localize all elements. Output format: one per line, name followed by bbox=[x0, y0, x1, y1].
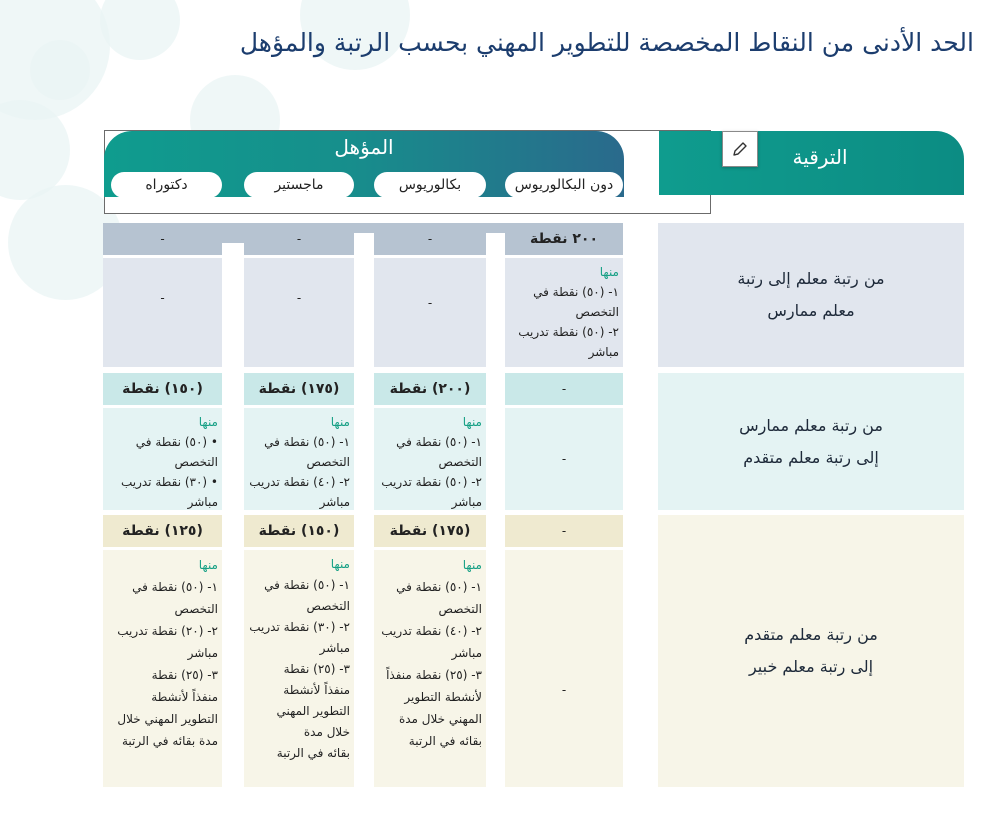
row2-detail-doctorate bbox=[103, 408, 222, 510]
qualification-header-label: المؤهل bbox=[334, 135, 394, 159]
detail-line: التطوير المهني bbox=[276, 704, 350, 718]
detail-line: التطوير المهني خلال bbox=[117, 712, 218, 726]
detail-line: بقائه في الرتبة bbox=[276, 746, 350, 760]
detail-line: مباشر bbox=[588, 345, 619, 359]
row2-total-doctorate: (١٥٠) نقطة bbox=[122, 381, 203, 397]
detail-header: منها bbox=[198, 558, 218, 572]
row1-total-bachelor: - bbox=[427, 232, 433, 246]
pencil-icon bbox=[730, 139, 750, 159]
row2-detail-below-bachelor: - bbox=[561, 452, 567, 466]
detail-line: التخصص bbox=[438, 455, 482, 469]
row2-label-line2: إلى رتبة معلم متقدم bbox=[743, 447, 879, 467]
column-divider bbox=[354, 233, 374, 787]
row-divider bbox=[103, 255, 623, 258]
detail-line: منفذاً لأنشطة bbox=[283, 683, 350, 697]
row-divider bbox=[103, 547, 623, 550]
detail-line: ٢- (٢٠) نقطة تدريب bbox=[117, 624, 218, 638]
detail-line: ١- (٥٠) نقطة في bbox=[264, 435, 350, 449]
detail-line: مباشر bbox=[451, 646, 482, 660]
row1-total-master: - bbox=[296, 232, 302, 246]
row1-total-doctorate: - bbox=[160, 232, 165, 246]
detail-line: ٢- (٥٠) نقطة تدريب bbox=[518, 325, 619, 339]
row3-total-master: (١٥٠) نقطة bbox=[258, 523, 340, 539]
detail-line: مدة بقائه في الرتبة bbox=[121, 734, 218, 748]
detail-line: ١- (٥٠) نقطة في bbox=[533, 285, 619, 299]
detail-line: • (٥٠) نقطة في bbox=[135, 435, 218, 449]
detail-header: منها bbox=[599, 265, 619, 279]
detail-header: منها bbox=[462, 415, 482, 429]
row2-total-bachelor: (٢٠٠) نقطة bbox=[389, 381, 471, 397]
row1-detail-doctorate: - bbox=[160, 291, 165, 305]
detail-line: التخصص bbox=[575, 305, 619, 319]
row3-detail-below-bachelor: - bbox=[561, 683, 567, 697]
detail-line: التخصص bbox=[174, 602, 218, 616]
row3-total-bachelor: (١٧٥) نقطة bbox=[389, 523, 471, 539]
detail-header: منها bbox=[198, 415, 218, 429]
row1-detail-bachelor: - bbox=[427, 296, 433, 310]
detail-line: مباشر bbox=[319, 641, 350, 655]
qualification-pill-bachelor: بكالوريوس bbox=[374, 172, 486, 198]
detail-line: • (٣٠) نقطة تدريب bbox=[120, 475, 218, 489]
page-title: الحد الأدنى من النقاط المخصصة للتطوير المهني بحسب الرتبة والمؤهل bbox=[239, 28, 974, 57]
detail-line: منفذاً لأنشطة bbox=[151, 690, 218, 704]
row3-total-doctorate: (١٢٥) نقطة bbox=[122, 523, 203, 539]
row3-label-line2: إلى رتبة معلم خبير bbox=[748, 657, 874, 676]
row1-label-line2: معلم ممارس bbox=[767, 301, 855, 320]
detail-line: التخصص bbox=[174, 455, 218, 469]
row3-detail-doctorate bbox=[103, 550, 222, 787]
qualification-pill-doctorate: دكتوراه bbox=[111, 172, 222, 198]
row2-label-line1: من رتبة معلم ممارس bbox=[739, 415, 883, 435]
detail-line: ٣- (٢٥) نقطة bbox=[151, 668, 218, 682]
row2-total-master: (١٧٥) نقطة bbox=[258, 381, 340, 397]
row3-total-below-bachelor: - bbox=[561, 524, 567, 538]
qualification-pill-master: ماجستير bbox=[244, 172, 354, 198]
row1-detail-master: - bbox=[296, 291, 302, 305]
detail-line: خلال مدة bbox=[303, 725, 350, 739]
detail-header: منها bbox=[330, 415, 350, 429]
row3-label-line1: من رتبة معلم متقدم bbox=[744, 625, 878, 644]
detail-line: مباشر bbox=[319, 495, 350, 509]
edit-pencil-button[interactable] bbox=[722, 131, 758, 167]
detail-line: مباشر bbox=[187, 646, 218, 660]
row1-detail-below-bachelor bbox=[505, 258, 623, 366]
row2-detail-bachelor bbox=[374, 408, 486, 510]
detail-line: ١- (٥٠) نقطة في bbox=[264, 578, 350, 592]
detail-line: مباشر bbox=[451, 495, 482, 509]
row2-total-below-bachelor: - bbox=[561, 382, 567, 396]
detail-line: ١- (٥٠) نقطة في bbox=[396, 435, 482, 449]
detail-line: ٢- (٤٠) نقطة تدريب bbox=[249, 475, 350, 489]
detail-line: مباشر bbox=[187, 495, 218, 509]
detail-header: منها bbox=[462, 558, 482, 572]
qualification-pill-below-bachelor: دون البكالوريوس bbox=[505, 172, 623, 198]
column-divider bbox=[486, 233, 505, 787]
row3-detail-bachelor bbox=[374, 550, 486, 787]
row-divider bbox=[103, 405, 623, 408]
detail-line: ١- (٥٠) نقطة في bbox=[132, 580, 218, 594]
detail-line: التخصص bbox=[306, 455, 350, 469]
promotion-header-label: الترقية bbox=[792, 145, 848, 169]
row1-label bbox=[658, 223, 964, 367]
detail-line: ٢- (٤٠) نقطة تدريب bbox=[381, 624, 482, 638]
detail-header: منها bbox=[330, 557, 350, 571]
decorative-circle bbox=[30, 40, 90, 100]
column-divider bbox=[222, 243, 244, 787]
row2-detail-master bbox=[244, 408, 354, 510]
detail-line: التخصص bbox=[306, 599, 350, 613]
detail-line: التخصص bbox=[438, 602, 482, 616]
detail-line: ١- (٥٠) نقطة في bbox=[396, 580, 482, 594]
decorative-circle bbox=[100, 0, 180, 60]
detail-line: لأنشطة التطوير bbox=[404, 690, 482, 704]
row1-label-line1: من رتبة معلم إلى رتبة bbox=[737, 269, 885, 288]
detail-line: بقائه في الرتبة bbox=[408, 734, 482, 748]
row2-label bbox=[658, 373, 964, 510]
row3-detail-master bbox=[244, 550, 354, 787]
detail-line: ٢- (٣٠) نقطة تدريب bbox=[249, 620, 350, 634]
detail-line: ٣- (٢٥) نقطة bbox=[283, 662, 350, 676]
detail-line: المهني خلال مدة bbox=[398, 712, 482, 726]
detail-line: ٣- (٢٥) نقطة منفذاً bbox=[386, 668, 482, 682]
row1-total-below-bachelor: ٢٠٠ نقطة bbox=[530, 231, 598, 247]
detail-line: ٢- (٥٠) نقطة تدريب bbox=[381, 475, 482, 489]
row3-label bbox=[658, 515, 964, 787]
